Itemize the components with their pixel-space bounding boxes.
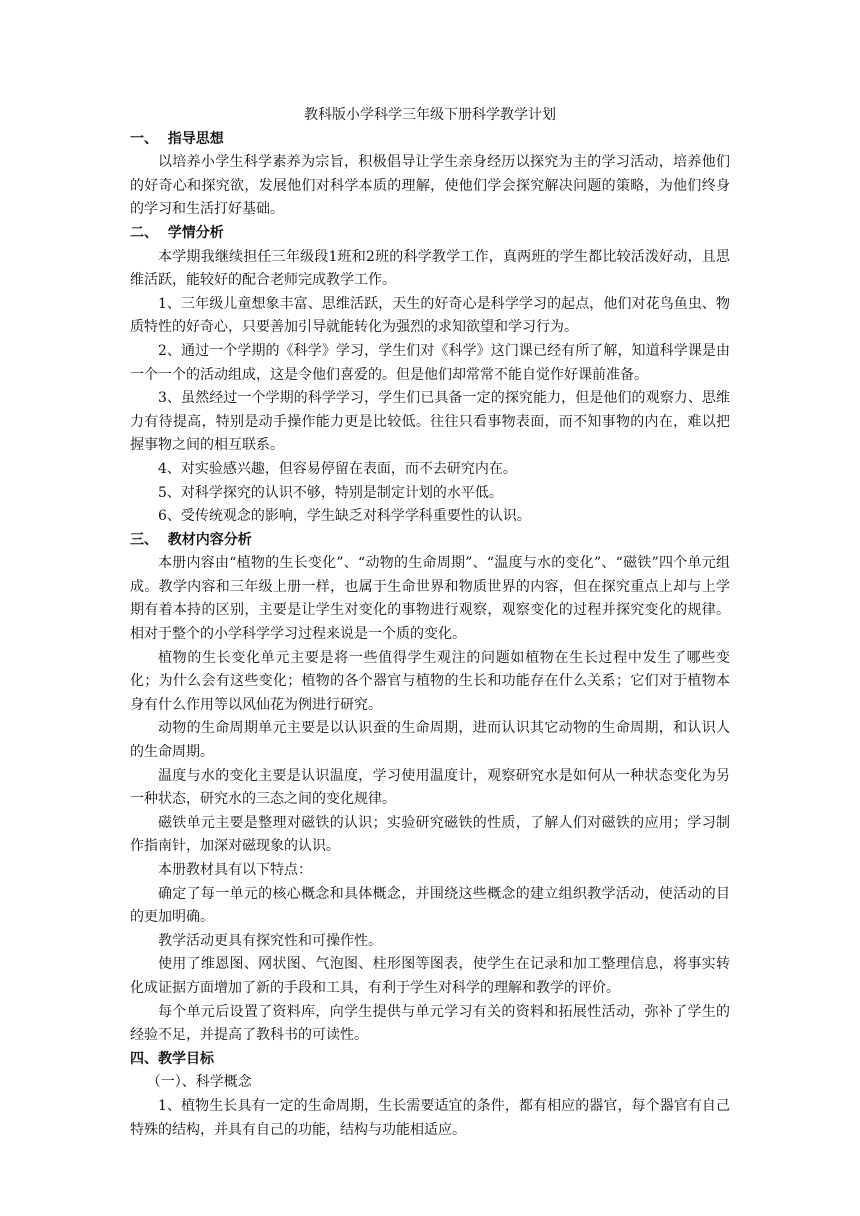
paragraph: 5、对科学探究的认识不够，特别是制定计划的水平低。 bbox=[158, 484, 503, 501]
paragraph: 磁铁单元主要是整理对磁铁的认识；实验研究磁铁的性质，了解人们对磁铁的应用；学习制作指南针，加深对磁现象的认识。 bbox=[130, 814, 730, 855]
sub-heading-science-concepts: （一）、科学概念 bbox=[146, 1074, 252, 1091]
paragraph: 1、植物生长具有一定的生命周期，生长需要适宜的条件，都有相应的器官，每个器官有自己特殊的结构，并具有自己的功能，结构与功能相适应。 bbox=[130, 1097, 730, 1138]
document-page bbox=[130, 104, 730, 1142]
paragraph: 动物的生命周期单元主要是以认识蚕的生命周期，进而认识其它动物的生命周期，和认识人的生命周期。 bbox=[130, 720, 730, 761]
section-heading-guiding: 一、 指导思想 bbox=[130, 130, 224, 147]
document-title: 教科版小学科学三年级下册科学教学计划 bbox=[304, 107, 556, 123]
paragraph: 6、受传统观念的影响，学生缺乏对科学学科重要性的认识。 bbox=[158, 508, 531, 525]
paragraph: 2、通过一个学期的《科学》学习，学生们对《科学》这门课已经有所了解，知道科学课是由一个一个的活动组成，这是令他们喜爱的。但是他们却常常不能自觉作好课前准备。 bbox=[130, 342, 730, 383]
paragraph: 本册教材具有以下特点： bbox=[158, 862, 312, 878]
paragraph: 教学活动更具有探究性和可操作性。 bbox=[158, 932, 382, 949]
paragraph: 每个单元后设置了资料库，向学生提供与单元学习有关的资料和拓展性活动，弥补了学生的经验不足，并提高了教科书的可读性。 bbox=[130, 1003, 730, 1044]
paragraph: 本册内容由“植物的生长变化”、“动物的生命周期”、“温度与水的变化”、“磁铁”四个单元组成。教学内容和三年级上册一样，也属于生命世界和物质世界的内容，但在探究重点上却与上学期有着本持的区别，主要是让学生对变化的事物进行观察，观察变化的过程并探究变化的规律。相对于整个的小学科学学习过程来说是一个质的变化。 bbox=[130, 555, 730, 643]
paragraph: 以培养小学生科学素养为宗旨，积极倡导让学生亲身经历以探究为主的学习活动，培养他们的好奇心和探究欲，发展他们对科学本质的理解，使他们学会探究解决问题的策略，为他们终身的学习和生活打好基础。 bbox=[130, 154, 730, 218]
section-heading-goals: 四、教学目标 bbox=[130, 1050, 214, 1067]
paragraph: 确定了每一单元的核心概念和具体概念，并围绕这些概念的建立组织教学活动，使活动的目的更加明确。 bbox=[130, 885, 730, 926]
paragraph: 使用了维恩图、网状图、气泡图、柱形图等图表，使学生在记录和加工整理信息，将事实转化成证据方面增加了新的手段和工具，有利于学生对科学的理解和教学的评价。 bbox=[130, 956, 730, 996]
paragraph: 1、三年级儿童想象丰富、思维活跃，天生的好奇心是科学学习的起点，他们对花鸟鱼虫、物质特性的好奇心，只要善加引导就能转化为强烈的求知欲望和学习行为。 bbox=[130, 295, 730, 336]
section-heading-students: 二、 学情分析 bbox=[130, 224, 224, 241]
paragraph: 3、虽然经过一个学期的科学学习，学生们已具备一定的探究能力，但是他们的观察力、思维力有待提高，特别是动手操作能力更是比较低。往往只看事物表面，而不知事物的内在，难以把握事物之间的相互联系。 bbox=[130, 390, 730, 454]
paragraph: 植物的生长变化单元主要是将一些值得学生观注的问题如植物在生长过程中发生了哪些变化；为什么会有这些变化；植物的各个器官与植物的生长和功能存在什么关系；它们对于植物本身有什么作用等以风仙花为例进行研究。 bbox=[130, 649, 730, 713]
paragraph: 本学期我继续担任三年级段1班和2班的科学教学工作，真两班的学生都比较活泼好动，且思维活跃，能较好的配合老师完成教学工作。 bbox=[130, 248, 730, 289]
paragraph: 温度与水的变化主要是认识温度，学习使用温度计，观察研究水是如何从一种状态变化为另一种状态，研究水的三态之间的变化规律。 bbox=[130, 767, 730, 808]
paragraph: 4、对实验感兴趣，但容易停留在表面，而不去研究内在。 bbox=[158, 460, 517, 477]
section-heading-content: 三、 教材内容分析 bbox=[130, 531, 252, 548]
